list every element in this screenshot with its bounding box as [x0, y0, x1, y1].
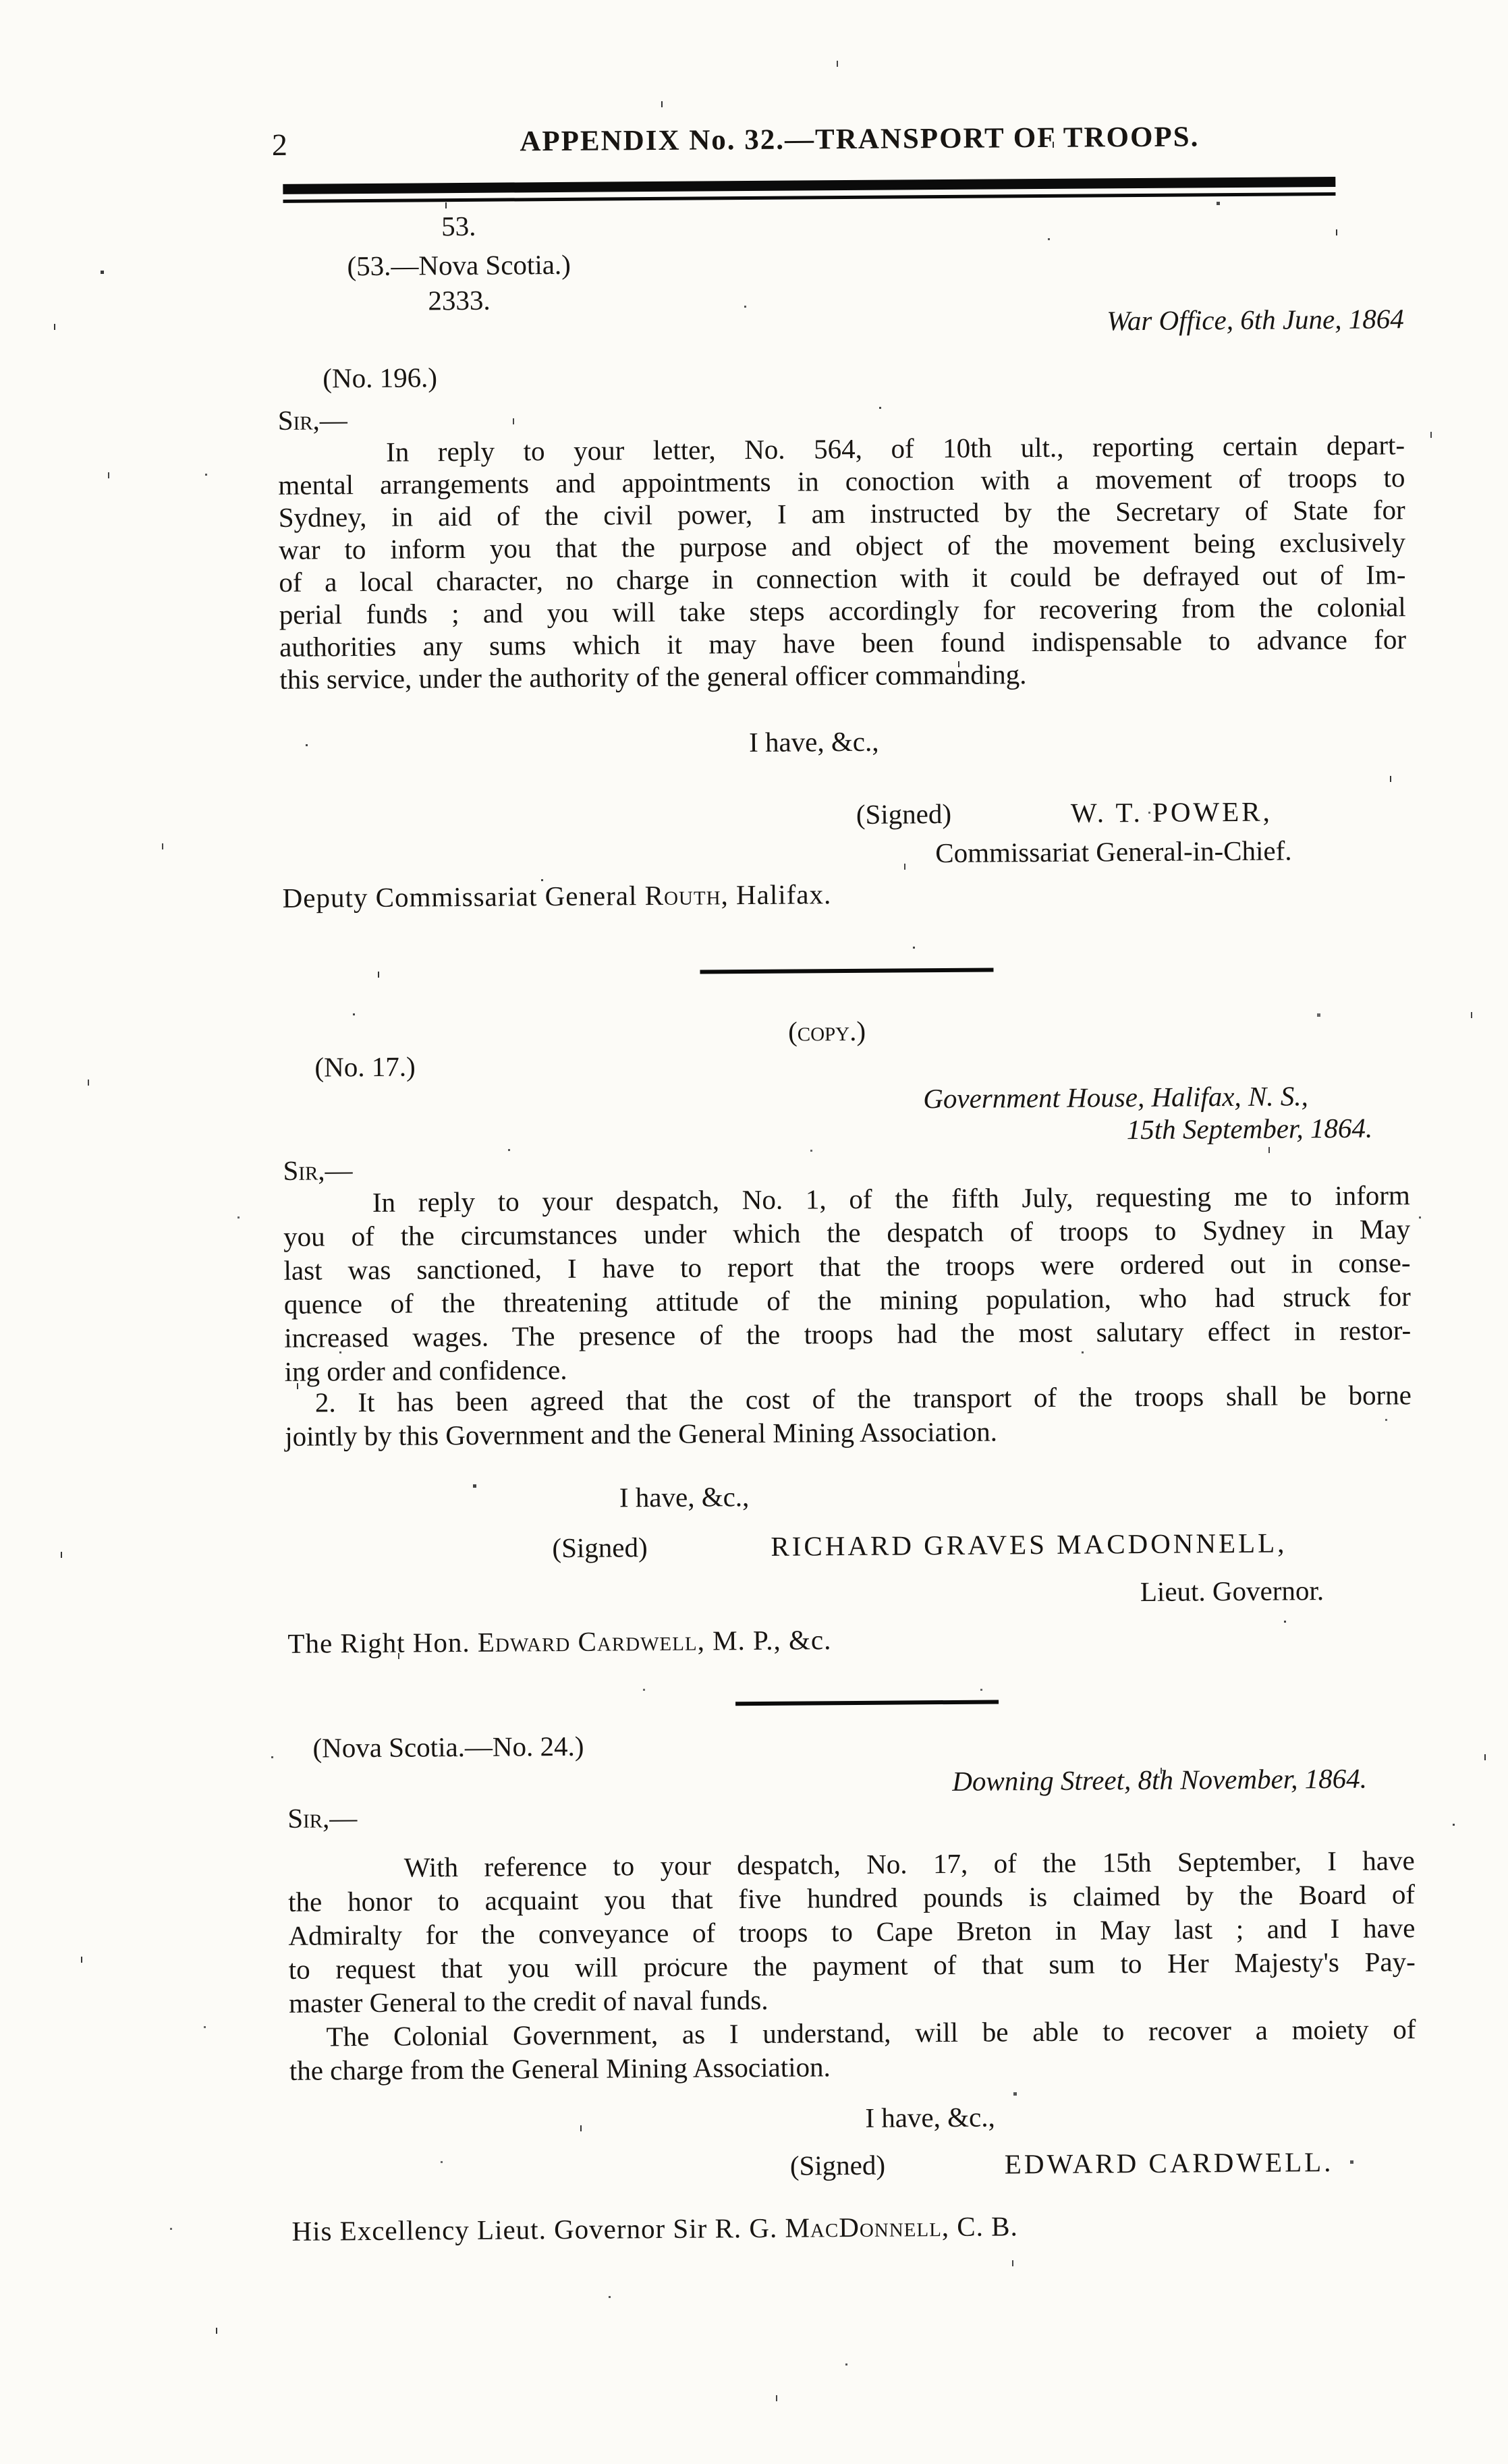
- letter2-body-line: last was sanctioned, I have to report that the troops were ordered out in conse-: [283, 1247, 1411, 1286]
- letter1-salutation: Sir,—: [277, 404, 347, 436]
- letter1-body-line: Sydney, in aid of the civil power, I am instructed by the Secretary of State for: [278, 494, 1405, 533]
- header-double-rule: [283, 177, 1335, 203]
- letter2-signature: RICHARD GRAVES MACDONNELL,: [771, 1527, 1287, 1562]
- letter1-valediction: I have, &c.,: [748, 725, 879, 758]
- rule-thick: [283, 177, 1335, 194]
- letter3-salutation: Sir,—: [287, 1802, 358, 1834]
- letter1-body-line: of a local character, no charge in connection with it could be defrayed out of Im-: [279, 559, 1406, 598]
- letter2-addressee: [287, 1623, 831, 1660]
- letter3-body-line: With reference to your despatch, No. 17, of the 15th September, I have: [403, 1845, 1415, 1883]
- letter1-body-line: this service, under the authority of the general officer commanding.: [279, 659, 1027, 695]
- letter1-ref-main: (53.—Nova Scotia.): [347, 248, 571, 282]
- letter2-addressee-name: Edward Cardwell: [477, 1625, 698, 1658]
- letter1-dateline: War Office, 6th June, 1864: [1107, 303, 1404, 337]
- scan-noise-ticks: [0, 0, 1, 6]
- letter3-addressee-post: , C. B.: [941, 2210, 1018, 2243]
- letter1-body-line: mental arrangements and appointments in conoction with a movement of troops to: [278, 461, 1405, 501]
- letter2-body-line: increased wages. The presence of the troops had the most salutary effect in restor-: [284, 1314, 1412, 1353]
- letter2-body-line: In reply to your despatch, No. 1, of the fifth July, requesting me to inform: [372, 1179, 1410, 1218]
- letter1-body-line: authorities any sums which it may have been found indispensable to advance for: [279, 623, 1407, 663]
- letter2-signature-line: [285, 1525, 1412, 1564]
- letter1-addressee-post: , Halifax.: [721, 878, 832, 911]
- letter1-number: (No. 196.): [323, 362, 438, 394]
- letter1-signature-line: [281, 794, 1407, 830]
- letter2-body-line: you of the circumstances under which the despatch of troops to Sydney in May: [283, 1213, 1411, 1252]
- letter2-body-line: quence of the threatening attitude of the mining population, who had struck for: [283, 1281, 1412, 1320]
- letter2-dateline2: 15th September, 1864.: [1126, 1112, 1373, 1146]
- letter3-body-line: to request that you will procure the payment of that sum to Her Majesty's Pay-: [288, 1946, 1416, 1985]
- page-title: APPENDIX No. 32.—TRANSPORT OF TROOPS.: [520, 121, 1200, 158]
- letter2-body-line: jointly by this Government and the General Mining Association.: [285, 1416, 998, 1452]
- letter2-number: (No. 17.): [314, 1051, 416, 1083]
- letter1-addressee-pre: Deputy Commissariat General: [282, 880, 645, 914]
- letter3-body-line: the charge from the General Mining Association.: [289, 2051, 831, 2086]
- letter2-addressee-post: , M. P., &c.: [697, 1624, 832, 1656]
- letter1-addressee-name: Routh: [644, 879, 721, 912]
- letter3-signature-line: [290, 2145, 1417, 2181]
- letter1-signed-label: (Signed): [856, 797, 952, 830]
- letter3-addressee-name: MacDonnell: [785, 2211, 942, 2243]
- letter3-dateline: Downing Street, 8th November, 1864.: [952, 1762, 1368, 1797]
- letter2-signature-title: Lieut. Governor.: [1140, 1575, 1324, 1608]
- section-divider-rule: [700, 968, 993, 974]
- letter3-valediction: I have, &c.,: [865, 2101, 995, 2133]
- letter1-signature: W. T. POWER,: [1070, 795, 1273, 829]
- page-number: 2: [271, 127, 288, 162]
- letter1-addressee: [283, 878, 832, 914]
- letter3-body-line: The Colonial Government, as I understand, will be able to recover a moiety of: [326, 2013, 1416, 2052]
- section-divider-rule: [735, 1700, 999, 1706]
- letter1-body-line: In reply to your letter, No. 564, of 10th ult., reporting certain depart-: [385, 429, 1405, 468]
- letter3-signature: EDWARD CARDWELL.: [1004, 2146, 1334, 2180]
- rule-thin: [283, 192, 1335, 203]
- letter2-body-line: 2. It has been agreed that the cost of the transport of the troops shall be borne: [314, 1379, 1412, 1418]
- letter1-ref-num: 2333.: [428, 284, 491, 316]
- letter2-copy-label: (copy.): [787, 1015, 866, 1047]
- letter1-body-line: perial funds ; and you will take steps accordingly for recovering from the colonial: [279, 591, 1406, 630]
- letter2-body-line: ing order and confidence.: [284, 1353, 567, 1387]
- letter2-addressee-pre: The Right Hon.: [287, 1626, 478, 1659]
- letter1-ref-top: 53.: [441, 210, 476, 242]
- letter3-body-line: Admiralty for the conveyance of troops to Cape Breton in May last ; and I have: [288, 1912, 1416, 1951]
- letter3-body-line: master General to the credit of naval funds.: [288, 1984, 769, 2019]
- letter3-body-line: the honor to acquaint you that five hundred pounds is claimed by the Board of: [287, 1878, 1416, 1917]
- letter3-addressee: [291, 2210, 1018, 2247]
- letter2-signed-label: (Signed): [552, 1532, 648, 1564]
- letter2-valediction: I have, &c.,: [619, 1481, 750, 1513]
- letter3-signed-label: (Signed): [789, 2149, 886, 2181]
- letter2-dateline1: Government House, Halifax, N. S.,: [923, 1080, 1308, 1115]
- letter3-ref-main: (Nova Scotia.—No. 24.): [312, 1730, 584, 1764]
- letter2-salutation: Sir,—: [283, 1154, 353, 1186]
- letter1-body-line: war to inform you that the purpose and object of the movement being exclusively: [278, 526, 1406, 565]
- letter3-addressee-pre: His Excellency Lieut. Governor Sir R. G.: [291, 2212, 785, 2247]
- letter1-signature-title: Commissariat General-in-Chief.: [935, 835, 1292, 869]
